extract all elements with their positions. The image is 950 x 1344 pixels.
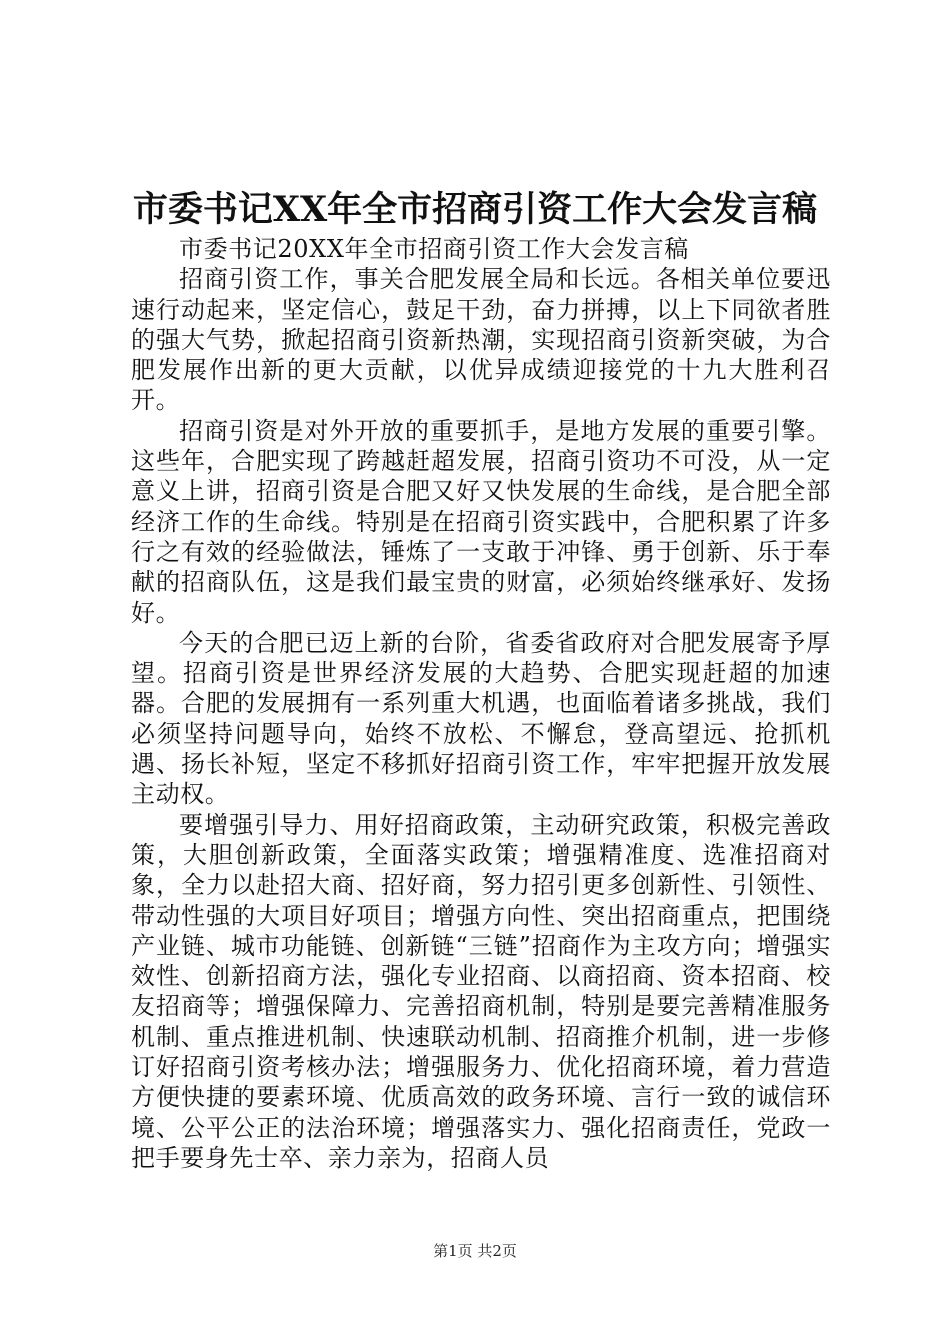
paragraph: 招商引资工作，事关合肥发展全局和长远。各相关单位要迅速行动起来，坚定信心，鼓足干劲，奋力拼搏，以上下同欲者胜的强大气势，掀起招商引资新热潮，实现招商引资新突破，为合肥发展作出新的更大贡献，以优异成绩迎接党的十九大胜利召开。 <box>131 265 831 415</box>
page-number-footer: 第1页 共2页 <box>433 1242 517 1260</box>
paragraph: 今天的合肥已迈上新的台阶，省委省政府对合肥发展寄予厚望。招商引资是世界经济发展的大趋势、合肥实现赶超的加速器。合肥的发展拥有一系列重大机遇，也面临着诸多挑战，我们必须坚持问题导向，始终不放松、不懈怠，登高望远、抢抓机遇、扬长补短，坚定不移抓好招商引资工作，牢牢把握开放发展主动权。 <box>131 628 831 809</box>
paragraph: 招商引资是对外开放的重要抓手，是地方发展的重要引擎。这些年，合肥实现了跨越赶超发展，招商引资功不可没，从一定意义上讲，招商引资是合肥又好又快发展的生命线，是合肥全部经济工作的生命线。特别是在招商引资实践中，合肥积累了许多行之有效的经验做法，锤炼了一支敢于冲锋、勇于创新、乐于奉献的招商队伍，这是我们最宝贵的财富，必须始终继承好、发扬好。 <box>131 416 831 627</box>
document-body <box>131 234 831 1173</box>
paragraph: 要增强引导力、用好招商政策，主动研究政策，积极完善政策，大胆创新政策，全面落实政策；增强精准度、选准招商对象，全力以赴招大商、招好商，努力招引更多创新性、引领性、带动性强的大项目好项目；增强方向性、突出招商重点，把围绕产业链、城市功能链、创新链“三链”招商作为主攻方向；增强实效性、创新招商方法，强化专业招商、以商招商、资本招商、校友招商等；增强保障力、完善招商机制，特别是要完善精准服务机制、重点推进机制、快速联动机制、招商推介机制，进一步修订好招商引资考核办法；增强服务力、优化招商环境，着力营造方便快捷的要素环境、优质高效的政务环境、言行一致的诚信环境、公平公正的法治环境；增强落实力、强化招商责任，党政一把手要身先士卒、亲力亲为，招商人员 <box>131 810 831 1172</box>
paragraph-subtitle: 市委书记20XX年全市招商引资工作大会发言稿 <box>179 235 689 263</box>
document-title: 市委书记XX年全市招商引资工作大会发言稿 <box>132 189 818 230</box>
